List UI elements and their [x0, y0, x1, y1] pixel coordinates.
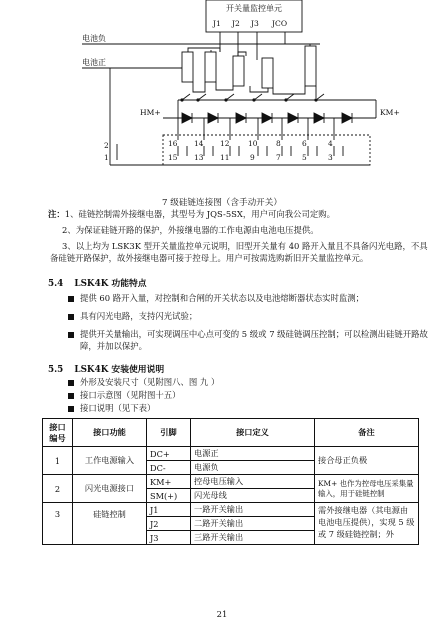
cell-function: 硅链控制 [73, 503, 147, 545]
cell-function: 工作电源输入 [73, 447, 147, 475]
bullet-square-icon [68, 393, 74, 399]
header-definition: 接口定义 [191, 419, 315, 447]
note-item-3: 3、以上均为 LSK3K 型开关量监控单元说明，旧型开关量有 40 路开入量且不具备闪光电路，不具备硅链开路保护，故外接继电器可接于控母上。用户可按需选购新旧开关量监控单元。 [50, 241, 428, 263]
cell-id: 2 [43, 475, 73, 503]
bullet-text: 具有闪光电路，支持闪光试验； [80, 311, 198, 321]
pin-j1: J1 [213, 19, 221, 28]
bullet-5-4-1 [68, 292, 428, 304]
page-number: 21 [216, 609, 228, 619]
note-text-1: 1、硅链控制需外接继电器，其型号为 JQS-5SX，用户可向我公司定购。 [64, 209, 335, 219]
bullet-text: 接口示意图（见附图十五） [80, 390, 181, 400]
section-title: LSK4K 安装使用说明 [74, 365, 165, 375]
note-item-2: 2、为保证硅链开路的保护，外接继电器的工作电源由电池电压提供。 [62, 225, 319, 235]
cell-definition: 电源正 [191, 447, 315, 461]
cell-function: 闪光电源接口 [73, 475, 147, 503]
table-row [43, 503, 419, 517]
header-note: 备注 [315, 419, 419, 447]
switch-num-top-4: 10 [248, 139, 258, 148]
pin-j2: J2 [232, 19, 240, 28]
switch-num-top-3: 12 [220, 139, 230, 148]
switch-num-top-2: 14 [194, 139, 204, 148]
cell-definition: 电源负 [191, 461, 315, 475]
silicon-chain-diagram [0, 0, 444, 200]
hm-label: HM+ [140, 108, 161, 117]
section-number: 5.4 [48, 279, 64, 289]
bullet-5-5-1 [68, 376, 219, 388]
bullet-square-icon [68, 296, 74, 302]
switch-drops [178, 118, 334, 140]
battery-positive-label: 电池正 [82, 58, 106, 67]
cell-pin: KM+ [147, 475, 191, 489]
pin-j3: J3 [251, 19, 259, 28]
bullet-square-icon [68, 314, 74, 320]
cell-pin: J3 [147, 531, 191, 545]
battery-negative-label: 电池负 [82, 34, 106, 43]
cell-id: 1 [43, 447, 73, 475]
switch-num-top-6: 6 [302, 139, 307, 148]
cell-note: 需外接继电器（其电源由电池电压提供），实现 5 级或 7 级硅链控制；外 [315, 503, 419, 545]
section-title: LSK4K 功能特点 [74, 279, 147, 289]
bullet-5-5-3 [68, 402, 155, 414]
cell-pin: DC- [147, 461, 191, 475]
table-row [43, 447, 419, 461]
cell-definition: 二路开关输出 [191, 517, 315, 531]
switch-num-top-5: 8 [276, 139, 281, 148]
bullet-text: 外形及安装尺寸（见附图八、图 九 ） [80, 377, 220, 387]
cell-pin: J2 [147, 517, 191, 531]
cell-definition: 控母电压输入 [191, 475, 315, 489]
note-item-1 [48, 208, 428, 220]
switch-num-bot-4: 9 [250, 153, 255, 162]
switch-num-bot-6: 5 [302, 153, 307, 162]
table-header-row [43, 419, 419, 447]
section-5-5-heading [48, 362, 164, 375]
cell-id: 3 [43, 503, 73, 545]
table-row [43, 475, 419, 489]
relay-coils [182, 46, 316, 88]
bullet-5-4-2 [68, 310, 428, 322]
bullet-square-icon [68, 380, 74, 386]
left-num-2: 2 [104, 141, 109, 150]
header-function: 接口功能 [73, 419, 147, 447]
section-5-4-heading [48, 276, 147, 289]
note-label: 注： [48, 209, 65, 219]
monitor-unit-title: 开关量监控单元 [226, 4, 282, 13]
switch-num-bot-7: 3 [328, 153, 333, 162]
switch-num-bot-1: 15 [168, 153, 178, 162]
pin-jco: JCO [272, 19, 288, 28]
cell-definition: 三路开关输出 [191, 531, 315, 545]
cell-note: 接合母正负极 [315, 447, 419, 475]
cell-pin: SM(+) [147, 489, 191, 503]
switch-num-bot-3: 11 [220, 153, 230, 162]
interface-table [42, 418, 419, 545]
km-label: KM+ [380, 108, 400, 117]
cell-pin: DC+ [147, 447, 191, 461]
bullet-square-icon [68, 406, 74, 412]
switch-num-top-7: 4 [328, 139, 333, 148]
cell-definition: 一路开关输出 [191, 503, 315, 517]
bullet-5-4-3 [68, 328, 432, 352]
switch-num-bot-2: 13 [194, 153, 204, 162]
header-id: 接口编号 [43, 419, 73, 447]
cell-note: KM+ 也作为控母电压采集量输入，用于硅链控制 [315, 475, 419, 503]
header-pin: 引脚 [147, 419, 191, 447]
bullet-5-5-2 [68, 389, 181, 401]
bullet-text: 接口说明（见下表） [80, 403, 156, 413]
bullet-square-icon [68, 332, 74, 338]
diagram-caption: 7 级硅链连接图（含手动开关） [162, 198, 282, 208]
cell-definition: 闪光母线 [191, 489, 315, 503]
bullet-text: 提供 60 路开入量，对控制和合闸的开关状态以及电池熔断器状态实时监测； [80, 293, 364, 303]
switch-num-bot-5: 7 [276, 153, 281, 162]
section-number: 5.5 [48, 365, 64, 375]
switch-num-top-1: 16 [168, 139, 178, 148]
bullet-text: 提供开关量输出，可实现调压中心点可变的 5 级或 7 级硅链调压控制；可以检测出硅链开路故障，并加以保护。 [80, 329, 428, 351]
left-num-1: 1 [104, 153, 109, 162]
cell-pin: J1 [147, 503, 191, 517]
